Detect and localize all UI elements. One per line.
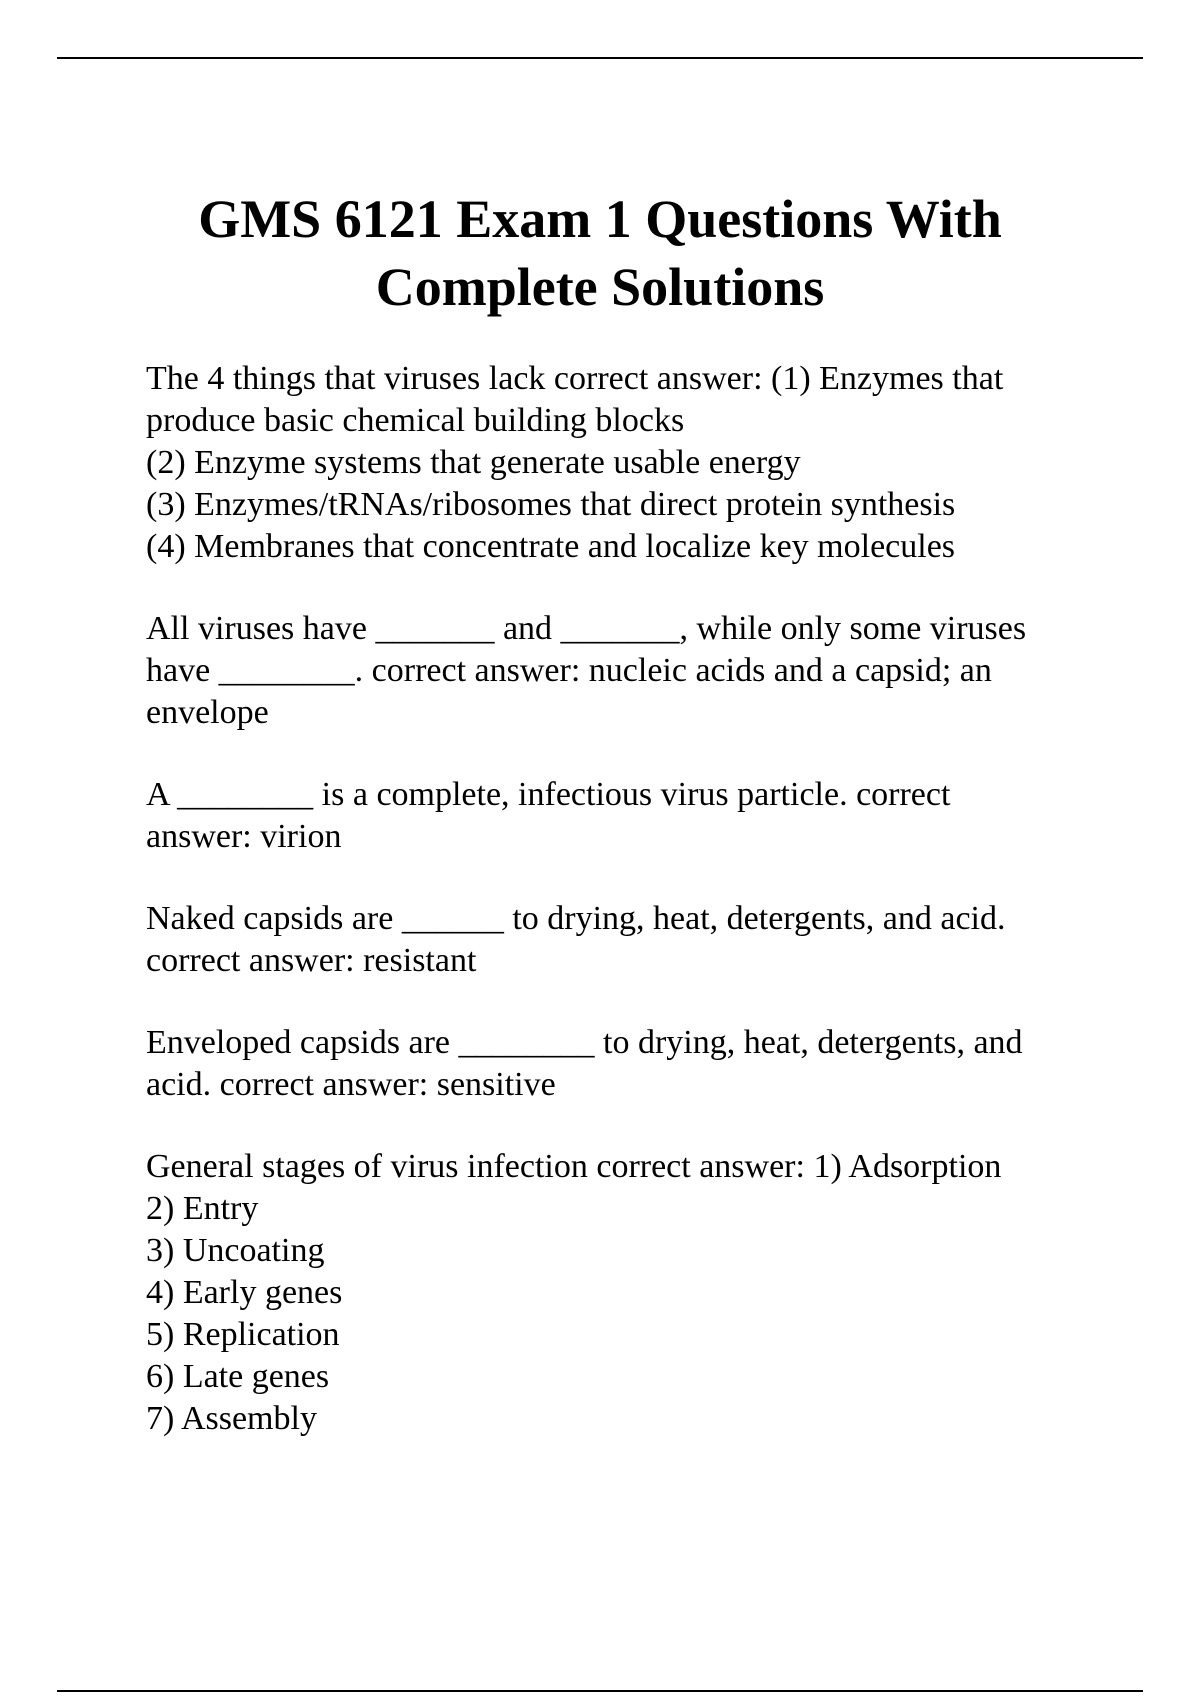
qa-line: General stages of virus infection correct answer: 1) Adsorption [146,1148,1002,1185]
qa-line: 3) Uncoating [146,1232,325,1269]
top-rule [57,57,1143,59]
qa-item-all-viruses-have [146,608,1136,734]
qa-item-viruses-lack [146,358,1136,568]
qa-line: Naked capsids are ______ to drying, heat, detergents, and acid. [146,900,1006,937]
title-line-2: Complete Solutions [375,257,825,317]
qa-item-virion [146,774,1136,858]
qa-line: 2) Entry [146,1190,259,1227]
qa-line: envelope [146,694,269,731]
qa-line: Enveloped capsids are ________ to drying, heat, detergents, and [146,1024,1023,1061]
qa-line: (4) Membranes that concentrate and localize key molecules [146,528,956,565]
qa-line: (2) Enzyme systems that generate usable energy [146,444,801,481]
qa-line: The 4 things that viruses lack correct answer: (1) Enzymes that [146,360,1004,397]
qa-list [146,358,1136,1480]
qa-line: 4) Early genes [146,1274,343,1311]
qa-line: correct answer: resistant [146,942,477,979]
qa-item-infection-stages [146,1146,1136,1440]
qa-line: 6) Late genes [146,1358,330,1395]
qa-line: 7) Assembly [146,1400,317,1437]
qa-line: All viruses have _______ and _______, while only some viruses [146,610,1027,647]
qa-line: have ________. correct answer: nucleic acids and a capsid; an [146,652,992,689]
qa-item-enveloped-capsids [146,1022,1136,1106]
qa-line: 5) Replication [146,1316,340,1353]
qa-item-naked-capsids [146,898,1136,982]
qa-line: answer: virion [146,818,342,855]
page-title [100,185,1100,321]
qa-line: produce basic chemical building blocks [146,402,685,439]
qa-line: acid. correct answer: sensitive [146,1066,556,1103]
title-line-1: GMS 6121 Exam 1 Questions With [198,189,1002,249]
qa-line: (3) Enzymes/tRNAs/ribosomes that direct protein synthesis [146,486,956,523]
qa-line: A ________ is a complete, infectious virus particle. correct [146,776,951,813]
bottom-rule [57,1690,1143,1692]
